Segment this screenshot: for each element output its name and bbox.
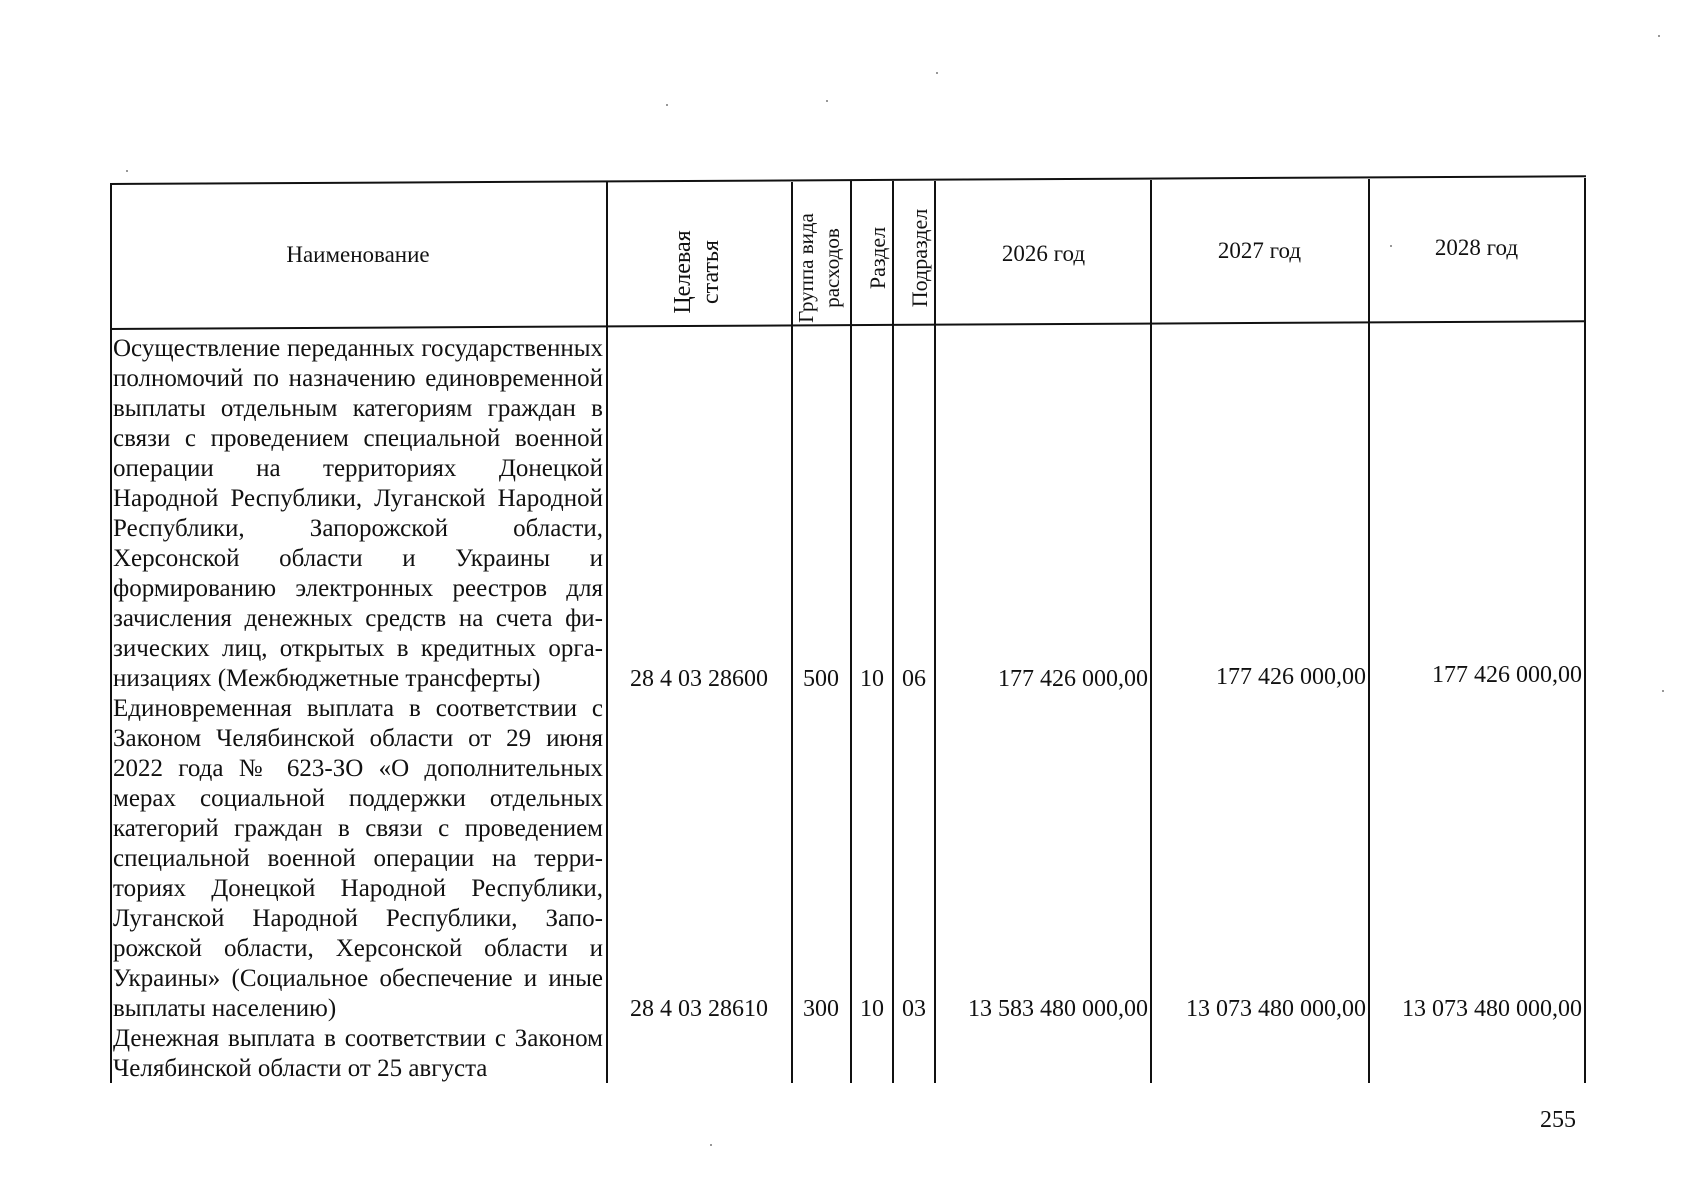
row-2-2028: 13 073 480 000,00	[1402, 996, 1582, 1022]
row-2-name: Единовременная выплата в соответствии с Законом Челябинской области от 29 июня 2022 года № 623-ЗО «О дополнительных мерах социальной поддержки отдельных категорий граждан в связи с проведением специальной военной операции на территориях Донецкой Народной Республики, Луганской Народной Республики, Запорожской области, Херсонской области и Украины» (Социальное обеспечение и иные выплаты населению)	[113, 695, 603, 1022]
row-1-expense-group: 500	[803, 666, 839, 692]
row-3-name: Денежная выплата в соответствии с Законом Челябинской области от 25 августа	[113, 1025, 603, 1082]
header-2026: 2026 год	[1001, 241, 1086, 266]
header-section: Раздел	[865, 226, 890, 290]
row-1-section: 10	[860, 666, 884, 692]
table-top-border	[110, 175, 1586, 184]
row-1-target-article: 28 4 03 28600	[630, 666, 768, 692]
col-border-2027	[1368, 179, 1370, 1083]
scan-speck	[1658, 35, 1660, 37]
scan-speck	[666, 104, 668, 106]
col-border-2026	[1150, 180, 1152, 1083]
scan-speck	[936, 72, 938, 74]
scan-speck	[1662, 690, 1664, 692]
row-2-section: 10	[860, 996, 884, 1022]
header-name: Наименование	[286, 242, 430, 267]
page-number: 255	[1540, 1107, 1576, 1133]
row-1-2026: 177 426 000,00	[998, 666, 1148, 692]
header-2027: 2027 год	[1217, 238, 1302, 263]
col-border-left	[110, 183, 112, 1083]
row-2-2027: 13 073 480 000,00	[1186, 996, 1366, 1022]
header-2028: 2028 год	[1434, 235, 1519, 260]
header-subsection: Подраздел	[907, 208, 932, 308]
row-1-name: Осуществление переданных государственных полномочий по назначению единовременной выплаты отдельным категориям граждан в связи с проведением специальной военной операции на территориях Донецкой Народной Республики, Луганской Народной Республики, Запорожской области, Херсонской области и Украины и формированию электронных реестров для зачисления денежных средств на счета физических лиц, открытых в кредитных организациях (Межбюджетные трансферты)	[113, 335, 603, 692]
scan-speck	[710, 1144, 712, 1146]
row-1-2027: 177 426 000,00	[1216, 664, 1366, 690]
scan-speck	[1390, 245, 1392, 247]
col-border-right	[1584, 178, 1586, 1083]
scan-speck	[126, 170, 128, 172]
row-2-2026: 13 583 480 000,00	[968, 996, 1148, 1022]
header-target-article: Целевая статья	[670, 230, 724, 314]
header-expense-group: Группа вида расходов	[794, 213, 844, 323]
col-border-section	[892, 181, 894, 1083]
row-2-expense-group: 300	[803, 996, 839, 1022]
row-1-2028: 177 426 000,00	[1432, 662, 1582, 688]
scan-speck	[826, 100, 828, 102]
row-2-target-article: 28 4 03 28610	[630, 996, 768, 1022]
col-border-group	[850, 181, 852, 1083]
row-2-subsection: 03	[902, 996, 926, 1022]
row-1-subsection: 06	[902, 666, 926, 692]
col-border-name	[606, 182, 608, 1083]
